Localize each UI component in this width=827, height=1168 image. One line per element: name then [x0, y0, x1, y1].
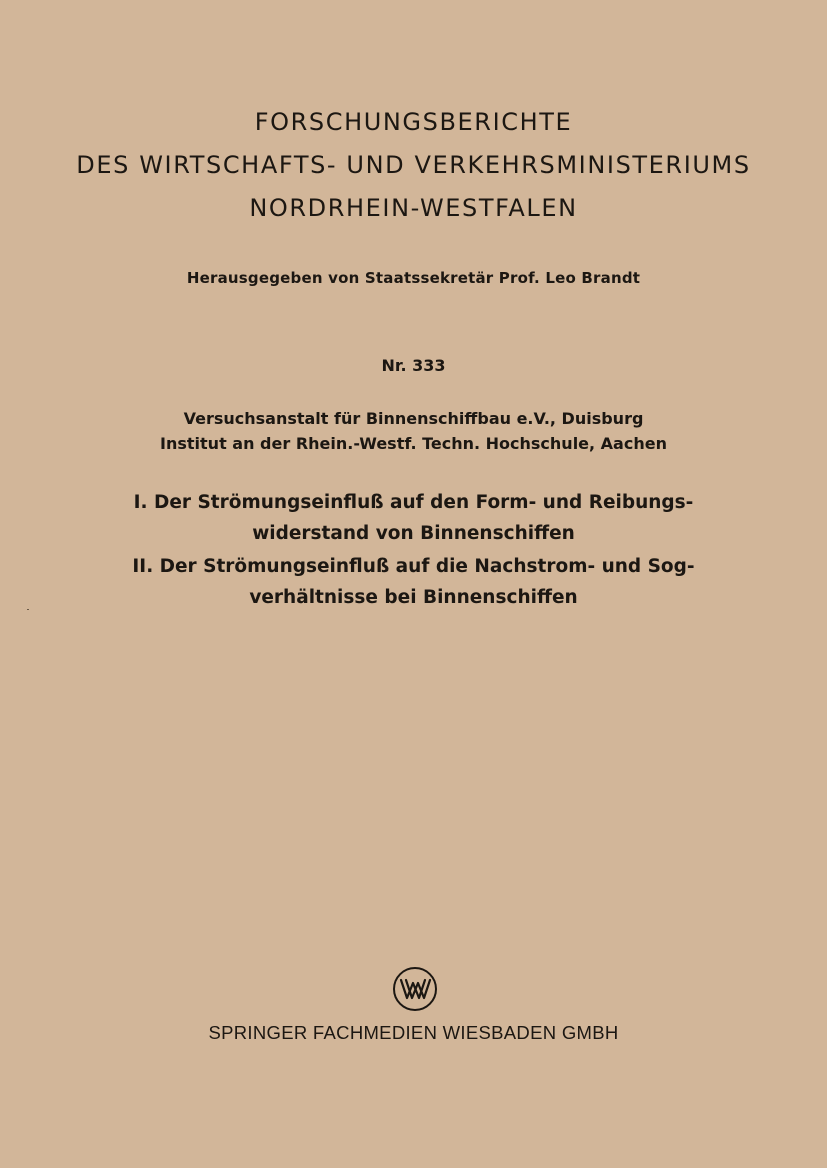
publisher-logo-icon — [392, 966, 438, 1012]
series-title-line-3: NORDRHEIN-WESTFALEN — [249, 194, 578, 222]
institution-line-2: Institut an der Rhein.-Westf. Techn. Hochschule, Aachen — [160, 434, 667, 453]
series-title-line-1: FORSCHUNGSBERICHTE — [254, 108, 573, 136]
title-part-1-line-2: widerstand von Binnenschiffen — [252, 523, 575, 544]
institution-line-1: Versuchsanstalt für Binnenschiffbau e.V., Duisburg — [183, 409, 644, 428]
title-part-2-line-1: II. Der Strömungseinfluß auf die Nachstrom- und Sog- — [132, 556, 695, 577]
title-part-1 — [0, 487, 827, 549]
title-part-1-line-1: I. Der Strömungseinfluß auf den Form- und Reibungs- — [133, 492, 694, 513]
series-title-line-2: DES WIRTSCHAFTS- UND VERKEHRSMINISTERIUMS — [76, 151, 751, 179]
report-number: Nr. 333 — [381, 356, 446, 375]
publisher-name: SPRINGER FACHMEDIEN WIESBADEN GMBH — [208, 1022, 619, 1043]
title-part-2 — [0, 551, 827, 613]
paper-speck — [27, 609, 29, 610]
title-part-2-line-2: verhältnisse bei Binnenschiffen — [249, 587, 578, 608]
editor-line: Herausgegeben von Staatssekretär Prof. Leo Brandt — [186, 269, 641, 287]
